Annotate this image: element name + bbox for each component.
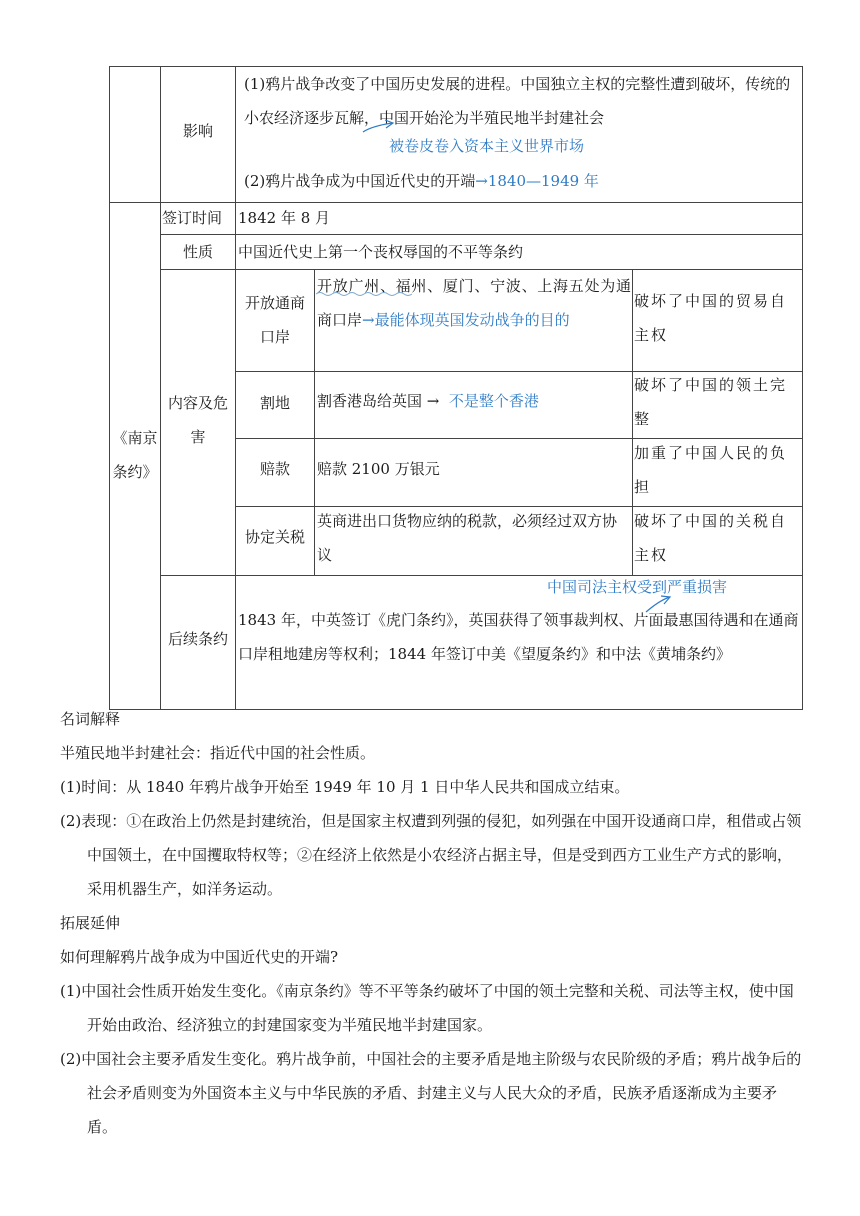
nanjing-label: 《南京条约》	[112, 429, 158, 481]
content-label-cell	[160, 269, 236, 576]
follow-label-cell	[160, 575, 236, 710]
row-cede-item-cell	[235, 371, 315, 439]
sign-time-value-cell	[235, 202, 803, 235]
row-tariff-harm-cell	[632, 506, 803, 576]
influence-point-2	[244, 164, 599, 198]
terms-manifestation: (2)表现：①在政治上仍然是封建统治，但是国家主权遭到列强的侵犯，如列强在中国开设通商口岸，租借或占领中国领土，在中国攫取特权等；②在经济上依然是小农经济占据主导，但是受到西方工业生产方式的影响，采用机器生产，如洋务运动。	[60, 812, 802, 898]
follow-note: 中国司法主权受到严重损害	[547, 578, 728, 596]
influence-content-cell	[235, 66, 803, 203]
sign-time-value: 1842 年 8 月	[238, 209, 331, 227]
row-ports-content-cell	[314, 269, 633, 372]
extension-question: 如何理解鸦片战争成为中国近代史的开端?	[60, 948, 339, 966]
extension-heading: 拓展延伸	[60, 914, 121, 932]
extension-answer-2: (2)中国社会主要矛盾发生变化。鸦片战争前，中国社会的主要矛盾是地主阶级与农民阶级的矛盾；鸦片战争后的社会矛盾则变为外国资本主义与中华民族的矛盾、封建主义与人民大众的矛盾，民族矛盾逐渐成为主要矛盾。	[60, 1050, 802, 1136]
row-indemnity-item: 赔款	[259, 460, 290, 478]
row-tariff-content-cell	[314, 506, 633, 576]
row-cede-note: 不是整个香港	[448, 392, 539, 410]
row-ports-harm-cell	[632, 269, 803, 372]
row-tariff-item: 协定关税	[244, 528, 305, 546]
nature-value: 中国近代史上第一个丧权辱国的不平等条约	[238, 243, 524, 261]
row-ports-item: 开放通商口岸	[244, 294, 305, 346]
row-tariff-content: 英商进出口货物应纳的税款，必须经过双方协议	[317, 512, 618, 564]
influence-point-1: (1)鸦片战争改变了中国历史发展的进程。中国独立主权的完整性遭到破坏，传统的小农经济逐步瓦解，中国开始沦为半殖民地半封建社会	[244, 75, 791, 127]
row-ports-content-text: 开放广州、福州、厦门、宁波、上海五处为通商口岸	[317, 277, 631, 329]
row-ports-item-cell	[235, 269, 315, 372]
extension-answer-1: (1)中国社会性质开始发生变化。《南京条约》等不平等条约破坏了中国的领土完整和关税、司法等主权，使中国开始由政治、经济独立的封建国家变为半殖民地半封建国家。	[60, 982, 794, 1034]
row-cede-content-cell	[314, 371, 633, 439]
terms-time: (1)时间：从 1840 年鸦片战争开始至 1949 年 10 月 1 日中华人民共和国成立结束。	[60, 778, 630, 796]
row-indemnity-harm: 加重了中国人民的负担	[634, 444, 788, 496]
follow-value-cell	[235, 575, 803, 710]
row-cede-harm: 破坏了中国的领土完整	[634, 376, 788, 428]
row-indemnity-content: 赔款 2100 万银元	[317, 460, 440, 478]
influence-label: 影响	[182, 122, 213, 140]
row-ports-content	[317, 269, 631, 337]
terms-definition: 半殖民地半封建社会：指近代中国的社会性质。	[60, 744, 376, 762]
row-cede-harm-cell	[632, 371, 803, 439]
terms-heading: 名词解释	[60, 710, 121, 728]
content-label: 内容及危害	[167, 394, 228, 446]
sign-time-label: 签订时间	[162, 209, 223, 227]
follow-value: 1843 年，中英签订《虎门条约》，英国获得了领事裁判权、片面最惠国待遇和在通商口岸租地建房等权利；1844 年签订中美《望厦条约》和中法《黄埔条约》	[238, 611, 799, 663]
influence-label-cell	[160, 66, 236, 203]
row-tariff-harm: 破坏了中国的关税自主权	[634, 512, 788, 564]
row-indemnity-harm-cell	[632, 438, 803, 507]
nature-label: 性质	[182, 243, 213, 261]
table-left-border-top	[109, 66, 161, 203]
row-cede-content-text: 割香港岛给英国 →	[317, 392, 440, 410]
influence-point-2-note: →1840—1949 年	[475, 172, 599, 190]
influence-point-1-note: 被卷皮卷入资本主义世界市场	[389, 137, 585, 155]
nature-label-cell	[160, 234, 236, 270]
row-indemnity-content-cell	[314, 438, 633, 507]
row-tariff-item-cell	[235, 506, 315, 576]
sign-time-label-cell	[160, 202, 236, 235]
row-ports-harm: 破坏了中国的贸易自主权	[634, 292, 788, 344]
row-cede-content	[317, 384, 539, 418]
terms-section	[60, 702, 802, 1144]
row-indemnity-item-cell	[235, 438, 315, 507]
nature-value-cell	[235, 234, 803, 270]
influence-point-2-text: (2)鸦片战争成为中国近代史的开端	[244, 172, 476, 190]
follow-label: 后续条约	[167, 630, 228, 648]
row-ports-note: →最能体现英国发动战争的目的	[362, 311, 570, 329]
row-cede-item: 割地	[259, 394, 290, 412]
nanjing-label-cell	[109, 202, 161, 710]
